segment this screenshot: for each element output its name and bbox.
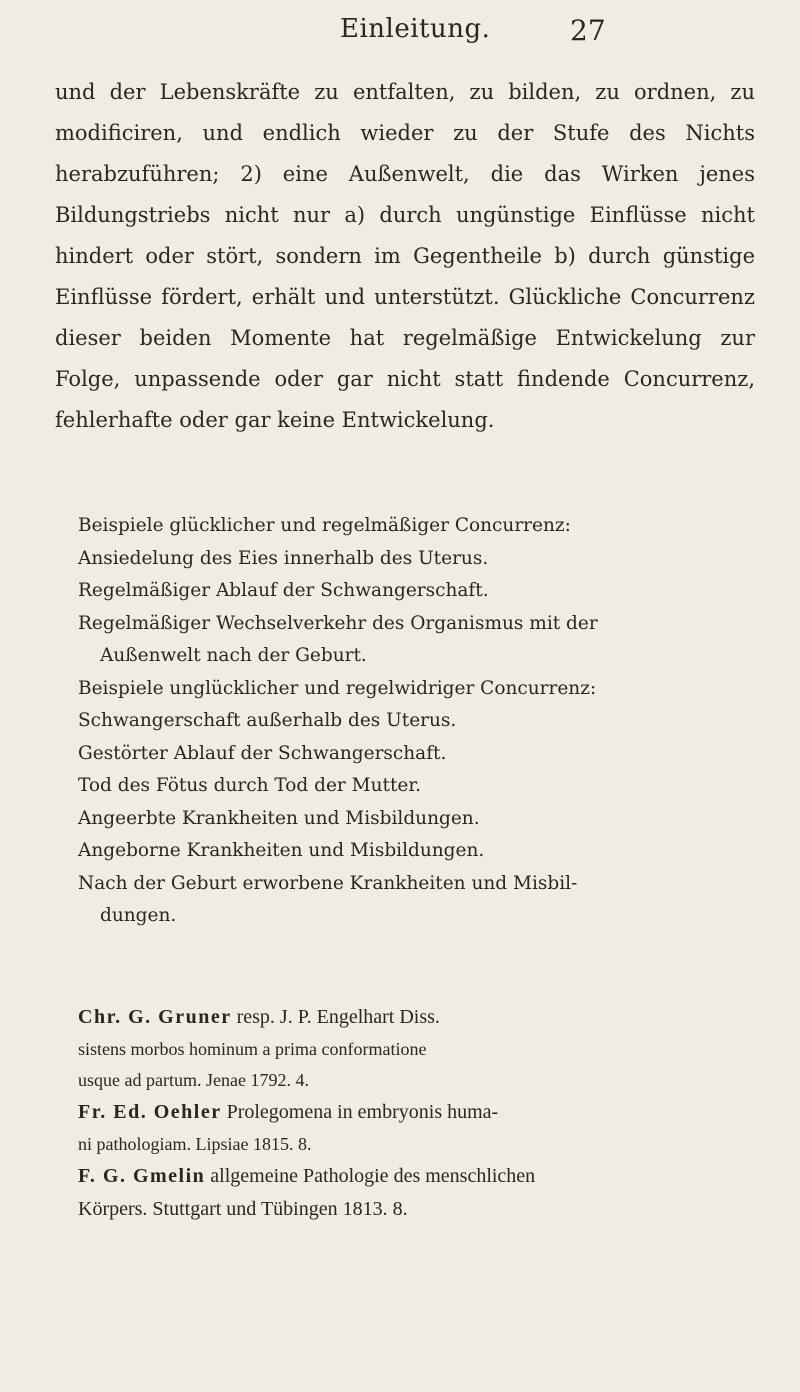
reference-continuation: sistens morbos hominum a prima conformatione xyxy=(78,1039,427,1059)
running-head xyxy=(0,14,800,54)
paragraph-text: und der Lebenskräfte zu entfalten, zu bilden, zu ordnen, zu modificiren, und endlich wieder zu der Stufe des Nichts herabzuführen; 2) eine Außenwelt, die das Wirken jenes Bildungstriebs nicht nur a) durch ungünstige Einflüsse nicht hindert oder stört, sondern im Gegentheile b) durch günstige Einflüsse fördert, erhält und unterstützt. Glückliche Concurrenz dieser beiden Momente hat regelmäßige Entwickelung zur Folge, unpassende oder gar nicht statt findende Concurrenz, fehlerhafte oder gar keine Entwickelung. xyxy=(55,80,755,432)
reference-continuation: Körpers. Stuttgart und Tübingen 1813. 8. xyxy=(78,1198,408,1220)
reference-entry xyxy=(78,1001,768,1034)
reference-text: allgemeine Pathologie des menschlichen xyxy=(210,1165,536,1187)
reference-continuation: ni pathologiam. Lipsiae 1815. 8. xyxy=(78,1134,312,1154)
list-item: Tod des Fötus durch Tod der Mutter. xyxy=(78,775,422,796)
happy-examples-heading: Beispiele glücklicher und regelmäßiger Concurrenz: xyxy=(78,515,571,536)
reference-author: Chr. G. Gruner xyxy=(78,1006,232,1028)
reference-entry xyxy=(78,1160,768,1193)
reference-text: Prolegomena in embryonis huma- xyxy=(226,1101,499,1123)
list-item: dungen. xyxy=(100,905,177,926)
references xyxy=(78,1001,768,1226)
list-item: Angeborne Krankheiten und Misbildungen. xyxy=(78,840,485,861)
list-item: Regelmäßiger Ablauf der Schwangerschaft. xyxy=(78,580,489,601)
reference-continuation: usque ad partum. Jenae 1792. 4. xyxy=(78,1070,309,1090)
running-title: Einleitung. xyxy=(340,14,491,44)
unhappy-examples-heading: Beispiele unglücklicher und regelwidriger Concurrenz: xyxy=(78,677,597,699)
reference-author: F. G. Gmelin xyxy=(78,1165,206,1187)
examples-list xyxy=(78,510,758,933)
list-item: Außenwelt nach der Geburt. xyxy=(100,645,367,666)
reference-entry xyxy=(78,1096,768,1129)
list-item: Nach der Geburt erworbene Krankheiten und Misbil- xyxy=(78,872,578,894)
list-item: Angeerbte Krankheiten und Misbildungen. xyxy=(78,807,480,829)
list-item: Schwangerschaft außerhalb des Uterus. xyxy=(78,710,457,731)
main-paragraph xyxy=(55,72,755,441)
list-item: Ansiedelung des Eies innerhalb des Uterus. xyxy=(78,547,489,569)
list-item: Gestörter Ablauf der Schwangerschaft. xyxy=(78,742,447,764)
list-item: Regelmäßiger Wechselverkehr des Organismus mit der xyxy=(78,612,598,634)
reference-author: Fr. Ed. Oehler xyxy=(78,1101,222,1123)
reference-text: resp. J. P. Engelhart Diss. xyxy=(236,1006,440,1028)
page-number: 27 xyxy=(570,14,606,47)
